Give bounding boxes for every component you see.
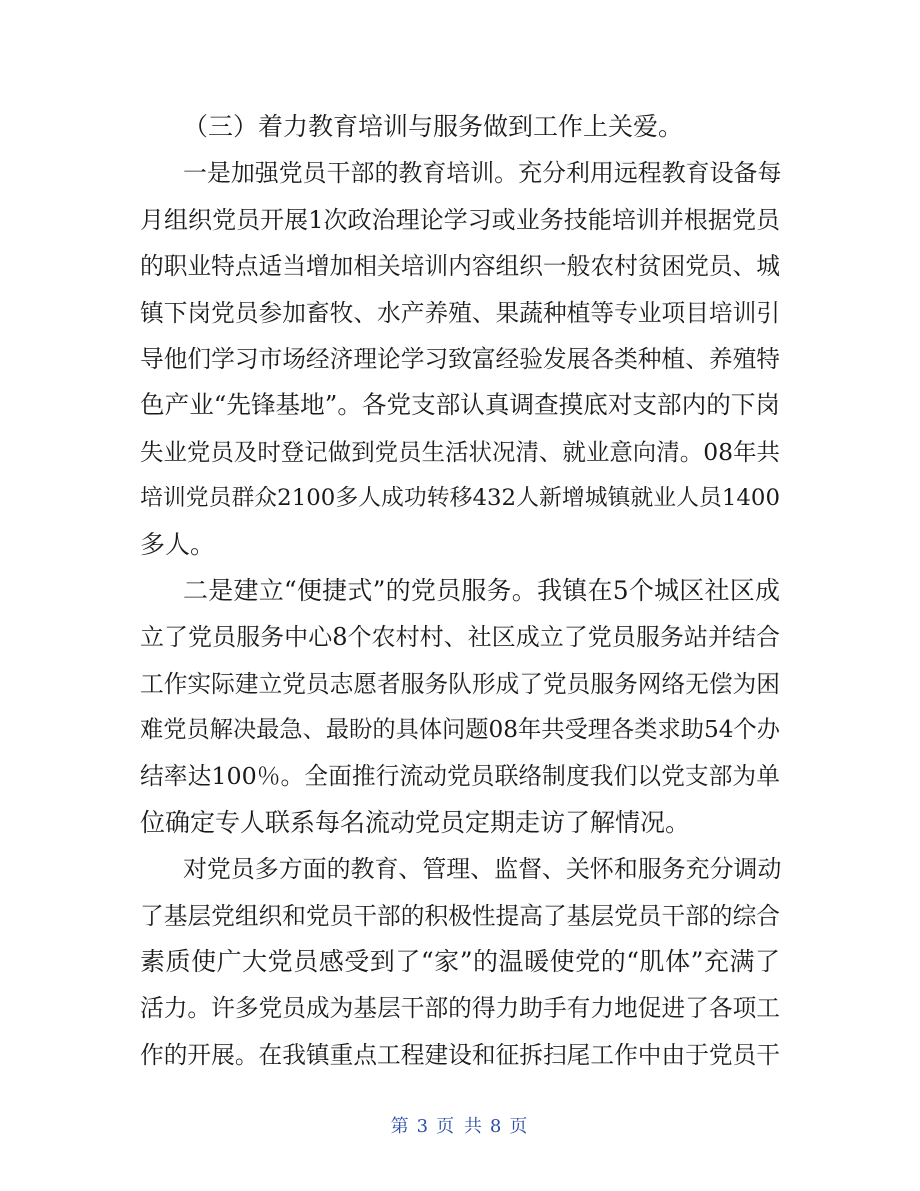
document-body	[140, 104, 780, 1078]
text-line: 工作实际建立党员志愿者服务队形成了党员服务网络无偿为困	[140, 669, 780, 698]
footer-middle: 页 共	[436, 1116, 484, 1137]
paragraph-lines	[140, 104, 780, 1078]
text-line: 了基层党组织和党员干部的积极性提高了基层党员干部的综合	[140, 901, 780, 930]
footer-suffix: 页	[509, 1116, 530, 1137]
text-line: 立了党员服务中心8个农村村、社区成立了党员服务站并结合	[140, 623, 780, 652]
text-line: 活力。许多党员成为基层干部的得力助手有力地促进了各项工	[140, 994, 780, 1023]
text-line: 难党员解决最急、最盼的具体问题08年共受理各类求助54个办	[140, 716, 780, 744]
text-line: 月组织党员开展1次政治理论学习或业务技能培训并根据党员	[140, 205, 780, 234]
text-line: 培训党员群众2100多人成功转移432人新增城镇就业人员1400	[140, 485, 780, 512]
text-line: 一是加强党员干部的教育培训。充分利用远程教育设备每	[183, 159, 782, 188]
text-line: 镇下岗党员参加畜牧、水产养殖、果蔬种植等专业项目培训引	[140, 298, 780, 327]
footer-prefix: 第	[390, 1116, 411, 1137]
text-line: 二是建立“便捷式”的党员服务。我镇在5个城区社区成	[183, 575, 780, 605]
text-line: 位确定专人联系每名流动党员定期走访了解情况。	[140, 807, 691, 837]
text-line: 的职业特点适当增加相关培训内容组织一般农村贫困党员、城	[140, 252, 780, 281]
text-line: 色产业“先锋基地”。各党支部认真调查摸底对支部内的下岗	[140, 390, 780, 420]
page-footer	[0, 1112, 920, 1138]
footer-page-number: 3	[416, 1116, 431, 1137]
text-line: 导他们学习市场经济理论学习致富经验发展各类种植、养殖特	[140, 344, 780, 373]
text-line: 素质使广大党员感受到了“家”的温暖使党的“肌体”充满了	[140, 947, 780, 977]
footer-total-pages: 8	[489, 1116, 504, 1137]
text-line: 对党员多方面的教育、管理、监督、关怀和服务充分调动	[183, 855, 782, 884]
text-line: 结率达100％。全面推行流动党员联络制度我们以党支部为单	[140, 762, 780, 791]
text-line: 作的开展。在我镇重点工程建设和征拆扫尾工作中由于党员干	[140, 1040, 780, 1069]
text-line: 失业党员及时登记做到党员生活状况清、就业意向清。08年共	[140, 437, 780, 466]
text-line: （三）着力教育培训与服务做到工作上关爱。	[183, 112, 684, 141]
text-line: 多人。	[140, 529, 216, 559]
